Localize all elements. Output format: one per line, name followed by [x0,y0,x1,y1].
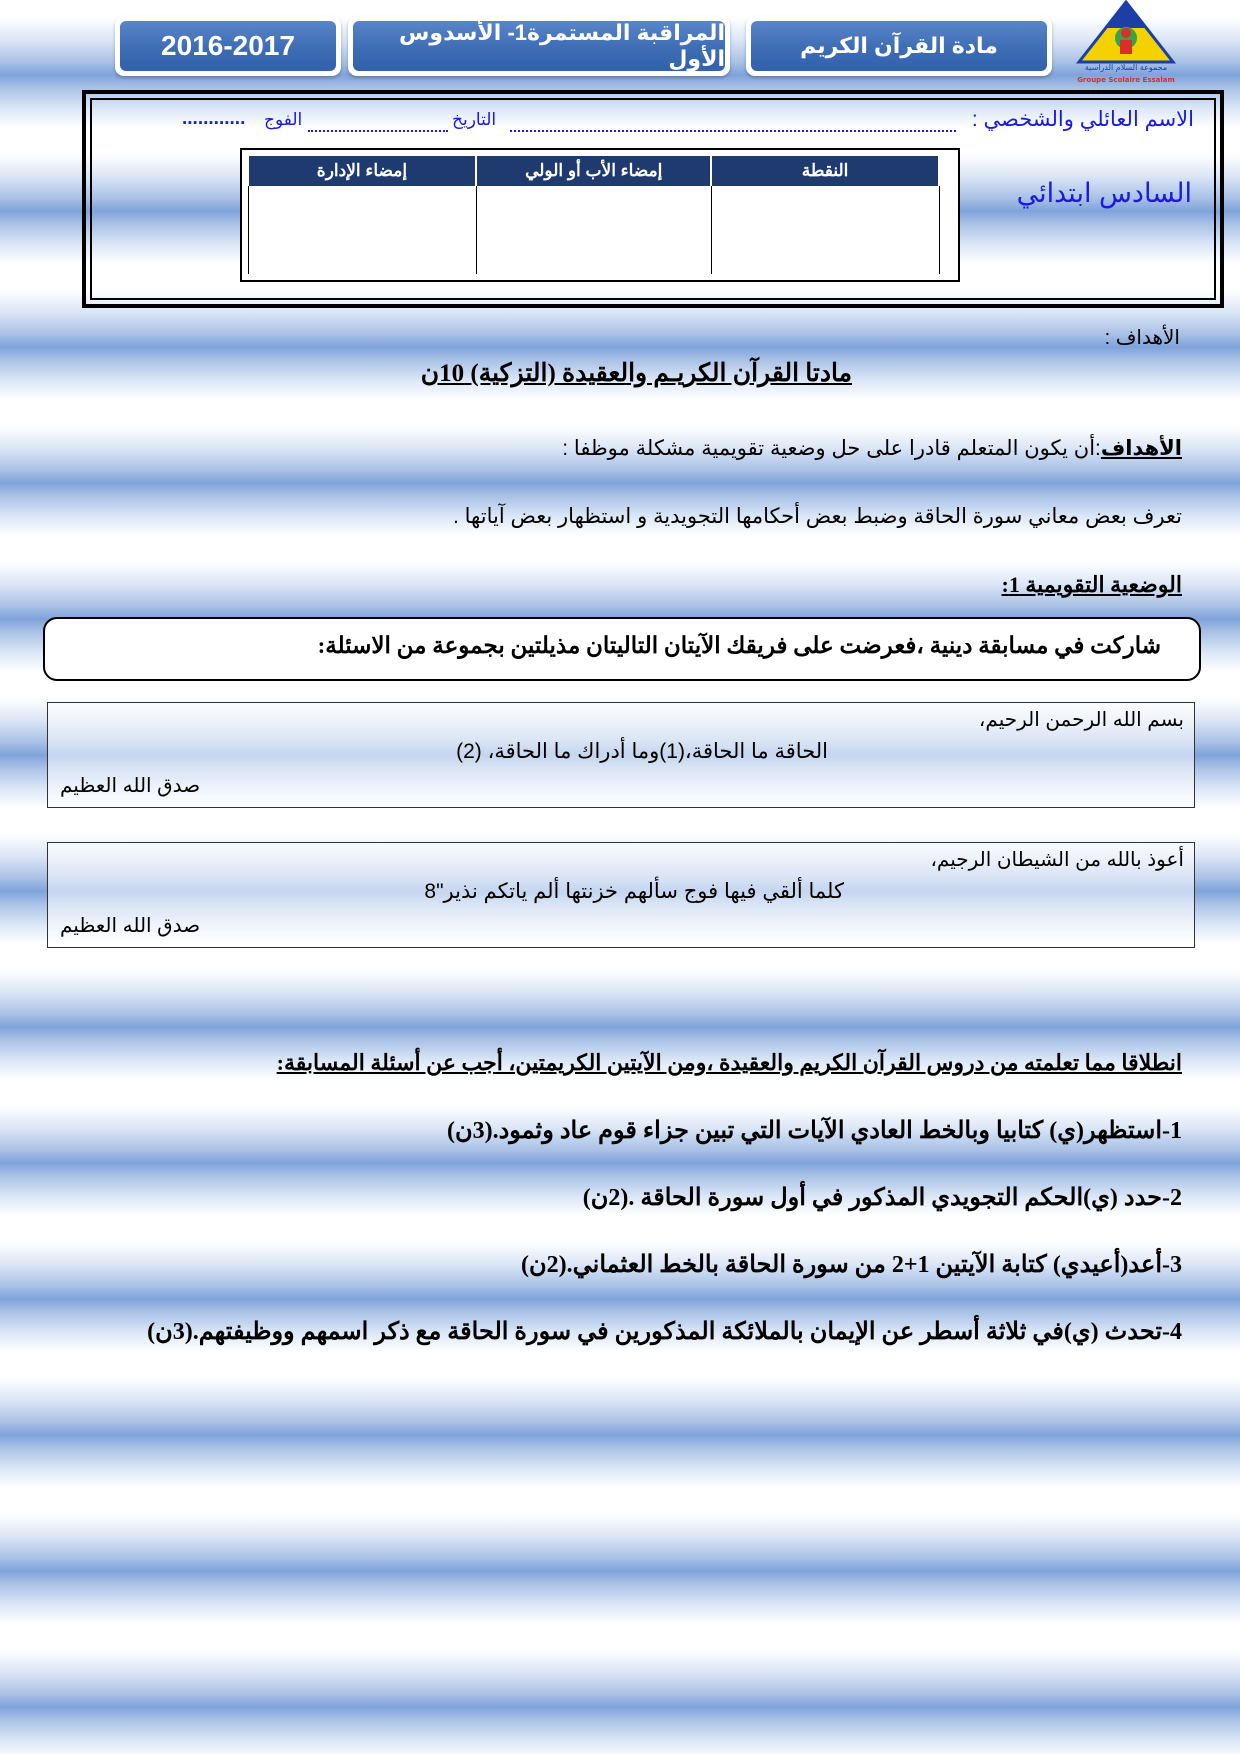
goals-line [562,436,1182,461]
verse2-closing: صدق الله العظيم [60,915,201,937]
name-field[interactable] [510,130,956,132]
school-logo [1070,0,1182,90]
question-1: 1-استظهر(ي) كتابيا وبالخط العادي الآيات التي تبين جزاء قوم عاد وثمود.(3ن) [446,1118,1182,1144]
objectives-label: الأهداف : [1104,327,1180,349]
name-label: الاسم العائلي والشخصي : [971,108,1194,131]
subject-tab [746,16,1052,76]
verse2-text: كلما ألقي فيها فوج سألهم خزنتها ألم ياتكم نذير"8 [424,880,844,903]
score-header: النقطة [711,156,939,186]
verse1-text: الحاقة ما الحاقة،(1)وما أدراك ما الحاقة، (2) [456,740,828,763]
verse1-closing: صدق الله العظيم [60,775,201,797]
grade-table [248,156,940,274]
situation-prompt-box [43,617,1201,681]
year-tab [115,16,341,76]
question-4: 4-تحدث (ي)في ثلاثة أسطر عن الإيمان بالملائكة المذكورين في سورة الحاقة مع ذكر اسمهم ووظيفتهم.(3ن) [147,1319,1182,1345]
verse-box-2 [47,842,1195,948]
score-cell[interactable] [711,186,939,274]
school-logo-icon [1070,0,1182,90]
questions-intro: انطلاقا مما تعلمته من دروس القرآن الكريم والعقيدة ،ومن الآيتين الكريمتين، أجب عن أسئلة المسابقة: [276,1050,1182,1075]
exam-label: المراقبة المستمرة1- الأسدوس الأول [353,21,725,71]
question-2: 2-حدد (ي)الحكم التجويدي المذكور في أول سورة الحاقة .(2ن) [582,1185,1182,1211]
goals-text: :أن يكون المتعلم قادرا على حل وضعية تقويمية مشكلة موظفا : [562,437,1101,460]
date-label: التاريخ [452,110,497,129]
verse2-opening: أعوذ بالله من الشيطان الرجيم، [930,849,1184,871]
verse-box-1 [47,702,1195,808]
grade-table-box [240,148,960,282]
group-label: الفوج [264,110,303,129]
parent-signature-cell[interactable] [476,186,711,274]
goals-detail: تعرف بعض معاني سورة الحاقة وضبط بعض أحكامها التجويدية و استظهار بعض آياتها . [452,505,1182,528]
admin-signature-cell[interactable] [249,186,477,274]
subject-label: مادة القرآن الكريم [751,21,1047,71]
situation-heading: الوضعية التقويمية 1: [1001,572,1182,597]
goals-label: الأهداف [1100,437,1182,460]
parent-signature-header: إمضاء الأب أو الولي [476,156,711,186]
year-label: 2016-2017 [120,21,336,71]
logo-latin-text: Groupe Scolaire Essalam [1077,76,1175,84]
situation-prompt: شاركت في مسابقة دينية ،فعرضت على فريقك الآيتان التاليتان مذيلتين بجموعة من الاسئلة: [317,633,1161,658]
verse1-opening: بسم الله الرحمن الرحيم، [978,709,1184,731]
question-3: 3-أعد(أعيدي) كتابة الآيتين 1+2 من سورة الحاقة بالخط العثماني.(2ن) [521,1252,1182,1278]
group-field[interactable]: ............ [182,108,246,129]
level-label: السادس ابتدائي [1016,178,1192,208]
page-title: مادتا القرآن الكريـم والعقيدة (التزكية) 10ن [420,360,852,387]
logo-arabic-text: مجموعة السلام الدراسية [1084,63,1168,72]
exam-tab [348,16,730,76]
date-field[interactable] [308,130,448,132]
admin-signature-header: إمضاء الإدارة [249,156,477,186]
